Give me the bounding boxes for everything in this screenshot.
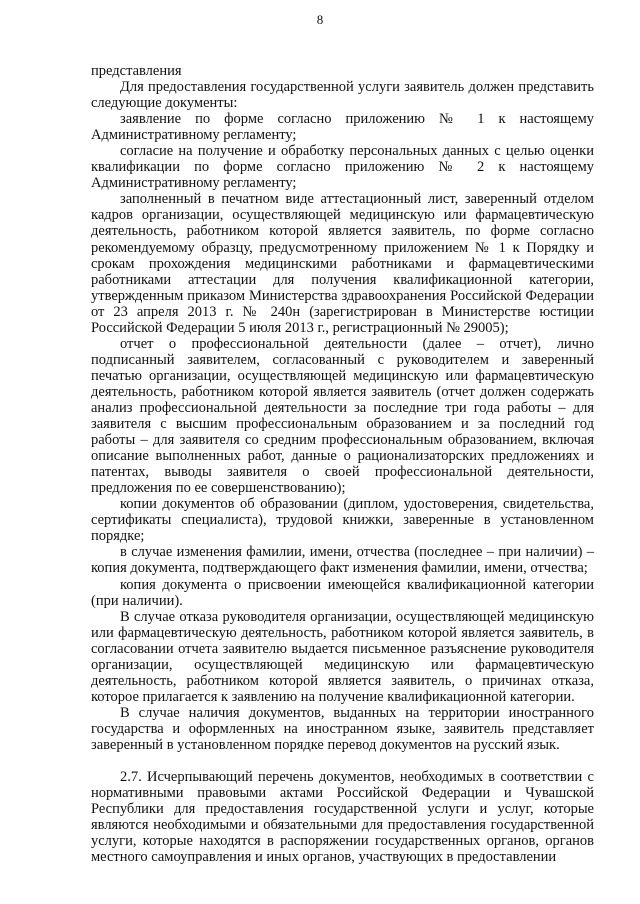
- paragraph: отчет о профессиональной деятельности (далее – отчет), лично подписанный заявителем, согласованный с руководителем и заверенный печатью организации, осуществляющей медицинскую или фармацевтическую деятельность, работником которой является заявитель (отчет должен содержать анализ профессиональной деятельности за последние три года работы – для заявителя с высшим профессиональным образованием и за последний год работы – для заявителя со средним профессиональным образованием, включая описание выполненных работ, данные о рационализаторских предложениях и патентах, выводы заявителя о своей профессиональной деятельности, предложения по ее совершенствованию);: [91, 335, 594, 497]
- document-body: [91, 63, 594, 865]
- paragraph: В случае отказа руководителя организации, осуществляющей медицинскую или фармацевтическую деятельность, работником которой является заявитель, в согласовании отчета заявителю выдается письменное разъяснение руководителя организации, осуществляющей медицинскую или фармацевтическую деятельность, работником которой является заявитель, о причинах отказа, которое прилагается к заявлению на получение квалификационной категории.: [91, 608, 594, 705]
- paragraph: в случае изменения фамилии, имени, отчества (последнее – при наличии) – копия документа, подтверждающего факт изменения фамилии, имени, отчества;: [91, 544, 594, 577]
- paragraph: согласие на получение и обработку персональных данных с целью оценки квалификации по форме согласно приложению № 2 к настоящему Административному регламенту;: [91, 143, 594, 192]
- page-number: 8: [316, 12, 324, 27]
- paragraph: представления: [91, 63, 182, 79]
- section-paragraph: 2.7. Исчерпывающий перечень документов, необходимых в соответствии с нормативными правовыми актами Российской Федерации и Чувашской Республики для предоставления государственной услуги и услуг, которые являются необходимыми и обязательными для предоставления государственной услуги, которые находятся в распоряжении государственных органов, органов местного самоуправления и иных органов, участвующих в предоставлении: [91, 769, 594, 866]
- paragraph: заявление по форме согласно приложению № 1 к настоящему Административному регламенту;: [91, 111, 594, 144]
- paragraph: заполненный в печатном виде аттестационный лист, заверенный отделом кадров организации, осуществляющей медицинскую или фармацевтическую деятельность, работником которой является заявитель, по форме согласно рекомендуемому образцу, предусмотренному приложением № 1 к Порядку и срокам прохождения медицинскими работниками и фармацевтическими работниками аттестации для получения квалификационной категории, утвержденным приказом Министерства здравоохранения Российской Федерации от 23 апреля 2013 г. № 240н (зарегистрирован в Министерстве юстиции Российской Федерации 5 июля 2013 г., регистрационный № 29005);: [91, 191, 594, 336]
- paragraph: Для предоставления государственной услуги заявитель должен представить следующие документы:: [91, 79, 594, 112]
- paragraph: копии документов об образовании (диплом, удостоверения, свидетельства, сертификаты специалиста), трудовой книжки, заверенные в установленном порядке;: [91, 496, 594, 545]
- paragraph: В случае наличия документов, выданных на территории иностранного государства и оформленных на иностранном языке, заявитель представляет заверенный в установленном порядке перевод документов на русский язык.: [91, 704, 594, 753]
- paragraph: копия документа о присвоении имеющейся квалификационной категории (при наличии).: [91, 576, 594, 609]
